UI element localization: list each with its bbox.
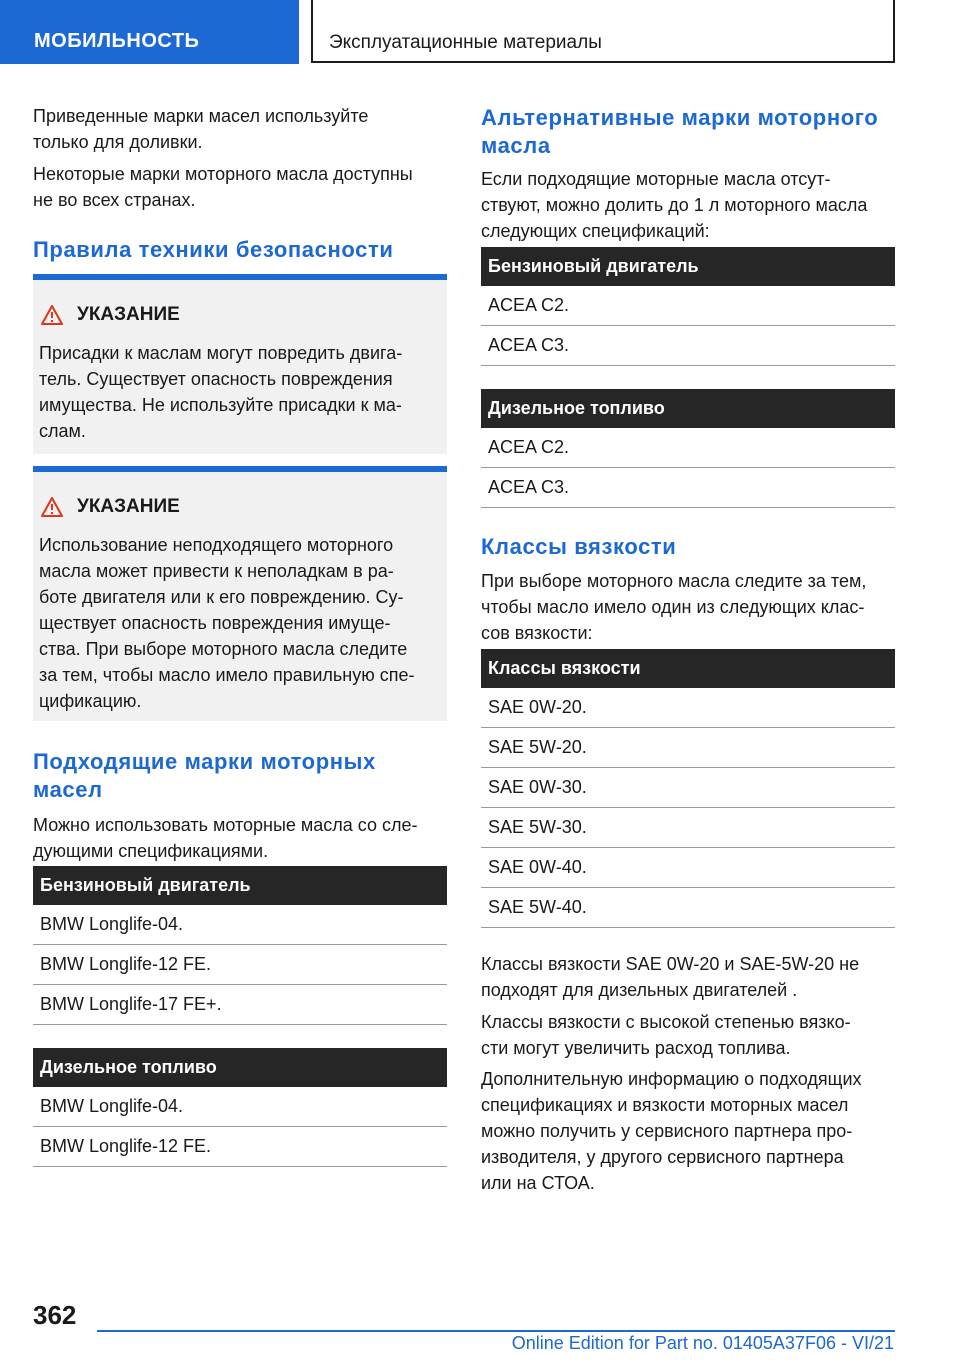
table-header: Бензиновый двигатель xyxy=(33,866,447,905)
table-row: ACEA C2. xyxy=(481,286,895,326)
intro-paragraph-2: Некоторые марки моторного масла доступны не во всех странах. xyxy=(33,164,413,210)
table-header: Дизельное топливо xyxy=(33,1048,447,1087)
table-row: SAE 0W-20. xyxy=(481,688,895,728)
footer-divider xyxy=(97,1330,895,1332)
header-chapter-box xyxy=(311,0,895,63)
page-number: 362 xyxy=(33,1300,77,1330)
table-petrol-alt xyxy=(481,247,895,366)
alternative-oils-heading: Альтернативные марки моторного масла xyxy=(481,105,879,158)
viscosity-note-service: Дополнительную информацию о подходящих спецификациях и вязкости моторных масел можно получить у сервисного партнера про- изводителя, у другого сервисного партнера или на СТОА. xyxy=(481,1069,862,1193)
table-row: BMW Longlife-17 FE+. xyxy=(33,985,447,1025)
table-row: ACEA C3. xyxy=(481,326,895,366)
footer-edition: Online Edition for Part no. 01405A37F06 - VI/21 xyxy=(511,1333,894,1353)
table-row: SAE 5W-30. xyxy=(481,808,895,848)
warning-header xyxy=(41,496,180,518)
warning-triangle-icon xyxy=(41,497,63,517)
table-row: SAE 0W-30. xyxy=(481,768,895,808)
warning-triangle-icon xyxy=(41,305,63,325)
viscosity-heading: Классы вязкости xyxy=(481,534,677,559)
suitable-oils-heading: Подходящие марки моторных масел xyxy=(33,749,376,802)
warning-box-additives xyxy=(33,274,447,454)
table-header: Бензиновый двигатель xyxy=(481,247,895,286)
header-chapter-title: Эксплуатационные материалы xyxy=(329,32,602,53)
table-viscosity xyxy=(481,649,895,928)
warning-text: Присадки к маслам могут повредить двига- тель. Существует опасность повреждения имущества. Не используйте присадки к ма- слам. xyxy=(39,343,403,441)
table-header: Дизельное топливо xyxy=(481,389,895,428)
warning-box-oil-type xyxy=(33,466,447,721)
table-diesel-alt xyxy=(481,389,895,508)
table-petrol-oem xyxy=(33,866,447,1025)
table-row: BMW Longlife-12 FE. xyxy=(33,945,447,985)
suitable-oils-text: Можно использовать моторные масла со сле- дующими спецификациями. xyxy=(33,815,418,861)
table-row: BMW Longlife-04. xyxy=(33,1087,447,1127)
warning-text: Использование неподходящего моторного масла может привести к неполадкам в ра- боте двигателя или к его повреждению. Су- ществует опасность повреждения имуще- ства. При выборе моторного масла следите за тем, чтобы масло имело правильную спе- цификацию. xyxy=(39,535,415,711)
warning-title: УКАЗАНИЕ xyxy=(77,304,180,325)
viscosity-note-consumption: Классы вязкости с высокой степенью вязко- сти могут увеличить расход топлива. xyxy=(481,1012,851,1058)
table-diesel-oem xyxy=(33,1048,447,1167)
table-row: BMW Longlife-12 FE. xyxy=(33,1127,447,1167)
warning-title: УКАЗАНИЕ xyxy=(77,496,180,517)
safety-heading: Правила техники безопасности xyxy=(33,237,394,262)
table-row: SAE 5W-40. xyxy=(481,888,895,928)
header-section-tab xyxy=(0,0,299,64)
table-row: ACEA C2. xyxy=(481,428,895,468)
table-row: ACEA C3. xyxy=(481,468,895,508)
viscosity-note-diesel: Классы вязкости SAE 0W-20 и SAE-5W-20 не подходят для дизельных двигателей . xyxy=(481,954,860,1000)
intro-paragraph-1: Приведенные марки масел используйте только для доливки. xyxy=(33,106,369,152)
table-header: Классы вязкости xyxy=(481,649,895,688)
table-row: SAE 0W-40. xyxy=(481,848,895,888)
alternative-oils-text: Если подходящие моторные масла отсут- ствуют, можно долить до 1 л моторного масла следующих спецификаций: xyxy=(481,169,868,241)
table-row: BMW Longlife-04. xyxy=(33,905,447,945)
table-row: SAE 5W-20. xyxy=(481,728,895,768)
warning-header xyxy=(41,304,180,326)
viscosity-text: При выборе моторного масла следите за тем, чтобы масло имело один из следующих клас- сов вязкости: xyxy=(481,571,867,643)
header-section-label: МОБИЛЬНОСТЬ xyxy=(34,30,200,52)
